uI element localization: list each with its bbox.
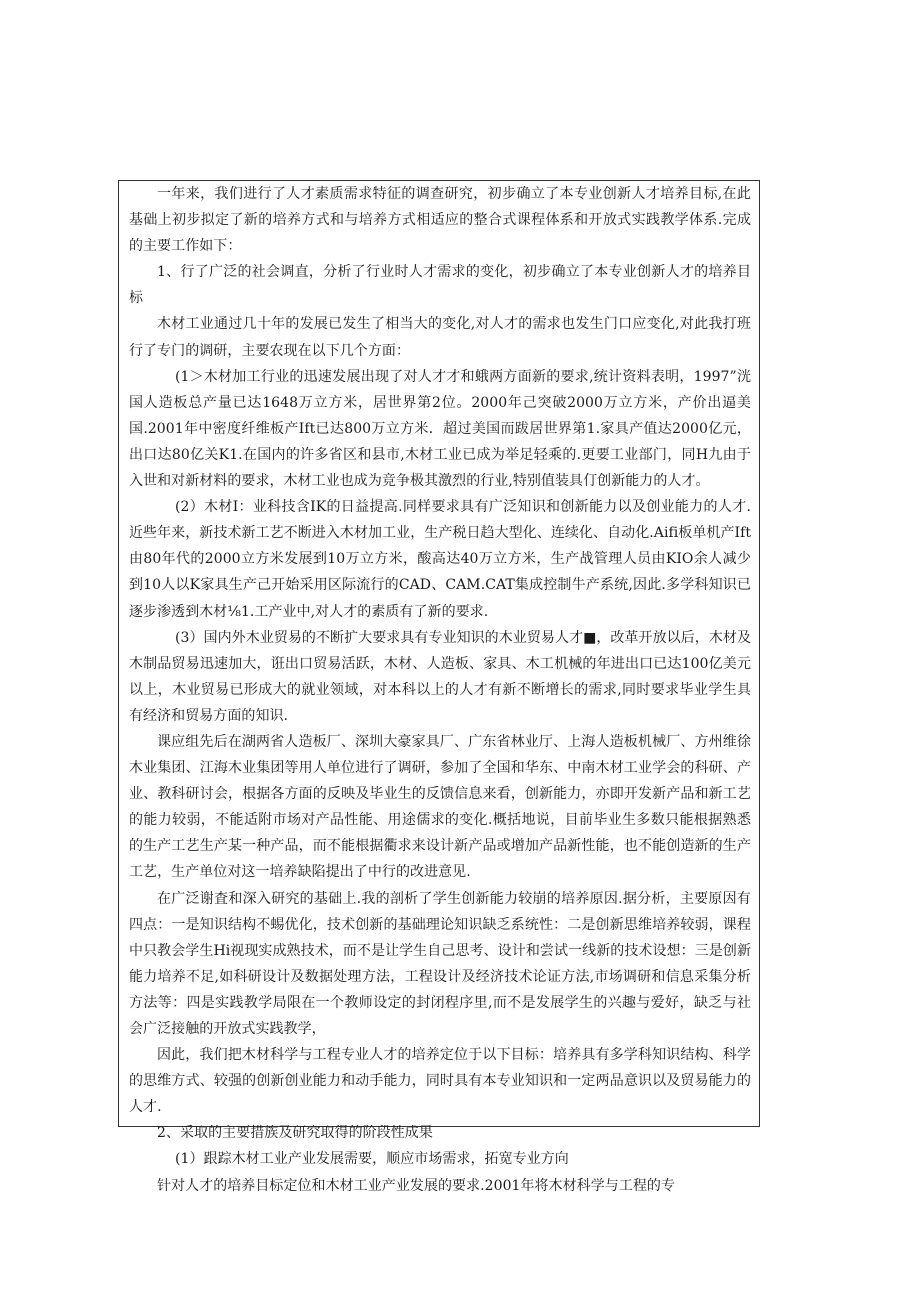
document-body [119,181,761,1199]
section-2-heading: 2、采取的主要措族及研究取得的阶段性成果 [157,1125,433,1142]
measure-1: (1）跟踪木材工业产业发展需要，顺应市场需求，拓宽专业方向 [175,1151,569,1168]
section-1-heading: 1、行了广泛的社会调直，分析了行业时人才需求的变化，初步确立了本专业创新人才的培养目标 [129,264,751,307]
paragraph-wood-industry: 木材工业通过几十年的发展已发生了相当大的变化,对人才的需求也发生门口应变化,对此我打班行了专门的调研，主要农现在以下几个方面： [129,316,751,359]
paragraph-goal: 因此，我们把木材科学与工程专业人才的培养定位于以下目标：培养具有多学科知识结构、科学的思维方式、较强的创新创业能力和动手能力，同时具有本专业知识和一定两品意识以及贸易能力的人才. [129,1047,751,1116]
point-3: (3）国内外木业贸易的不断扩大要求具有专业知识的木业贸易人才■，改革开放以后，木材及木制品贸易迅速加大，诳出口贸易活跃，木材、人造板、家具、木工机械的年进出口已达100亿美元以上，木业贸易已形成大的就业领域，对本科以上的人才有新不断增长的需求,同时要求毕业学生具有经济和贸易方面的知识. [129,629,751,724]
paragraph-intro: 一年来，我们进行了人才素质需求特征的调查研究，初步确立了本专业创新人才培养目标,在此基础上初步拟定了新的培养方式和与培养方式相适应的整合式课程体系和开放式实践教学体系.完成的主要工作如下： [129,186,751,255]
point-2: (2）木材I：业科技含IK的日益提高.同样要求具有广泛知识和创新能力以及创业能力的人才.近些年来，新技术新工艺不断进入木材加工业，生产税日趋大型化、连续化、自动化.Aifi板单机产Ift由80年代的2000立方米发展到10万立方米，酸高达40万立方米，生产战管理人员由KIO余人减少到10人以K家具生产己开始采用区际流行的CAD、CAM.CAT集成控制牛产系统,因此.多学科知识已逐步渗透到木材⅛1.工产业中,对人才的素质有了新的要求. [129,499,751,620]
paragraph-analysis: 在广泛谢査和深入研究的基础上.我的剖析了学生创新能力较崩的培养原因.据分析，主要原因有四点：一是知识结构不蜴优化，技术创新的基础理论知识缺乏系统性：二是创新思维培养较弱，课程中只教会学生Hi视现实成熟技术，而不是让学生自己思考、设计和尝试一线新的技术设想：三是创新能力培养不足,如科研设计及数据处理方法，工程设计及经济技术论证方法,市场调研和信息采集分析方法等：四是实践教学局限在一个教师设定的封闭程序里,而不是发展学生的兴趣与爱好，缺乏与社会广泛接触的开放式实践教学， [129,890,751,1037]
paragraph-survey: 课应组先后在湖两省人造板厂、深圳大豪家具厂、广东省林业厅、上海人造板机械厂、方州维徐木业集团、江海木业集团等用人单位进行了调研，参加了全国和华东、中南木材工业学会的科研、产业、教科研讨会，根据各方面的反映及毕业生的反馈信息来看，创新能力，亦即开发新产品和新工艺的能力较弱，不能适附市场对产品性能、用途儒求的变化.概括地说，目前毕业生多数只能根据熟悉的生产工艺生产某一种产品，而不能根据衢求来设计新产品或增加产品新性能，也不能创造新的生产工艺，生产单位对这一培养缺陷提出了中行的改进意见. [129,733,751,881]
paragraph-last: 针对人才的培养目标定位和木材工业产业发展的要求.2001年将木材科学与工程的专 [157,1177,676,1194]
point-1: (1＞木材加工行业的迅速发展出现了对人才才和蛾两方面新的要求,统计资料表明，1997”洸国人造板总产量已达1648万立方米，居世界第2位。2000年己突破2000万立方米，产价出逼美国.2001年中密度纤维板产Ift已达800万立方米．超过美国而跋居世界第1.家具产值达2000亿元，出口达80亿关K1.在国内的许多省区和县市,木材工业已成为举足轻乘的.更要工业部门，同H九由于入世和对新材料的要求，木材工业也成为竞争极其激烈的行业,特别值装具仃创新能力的人才。 [129,368,751,490]
content-frame [118,180,760,1194]
